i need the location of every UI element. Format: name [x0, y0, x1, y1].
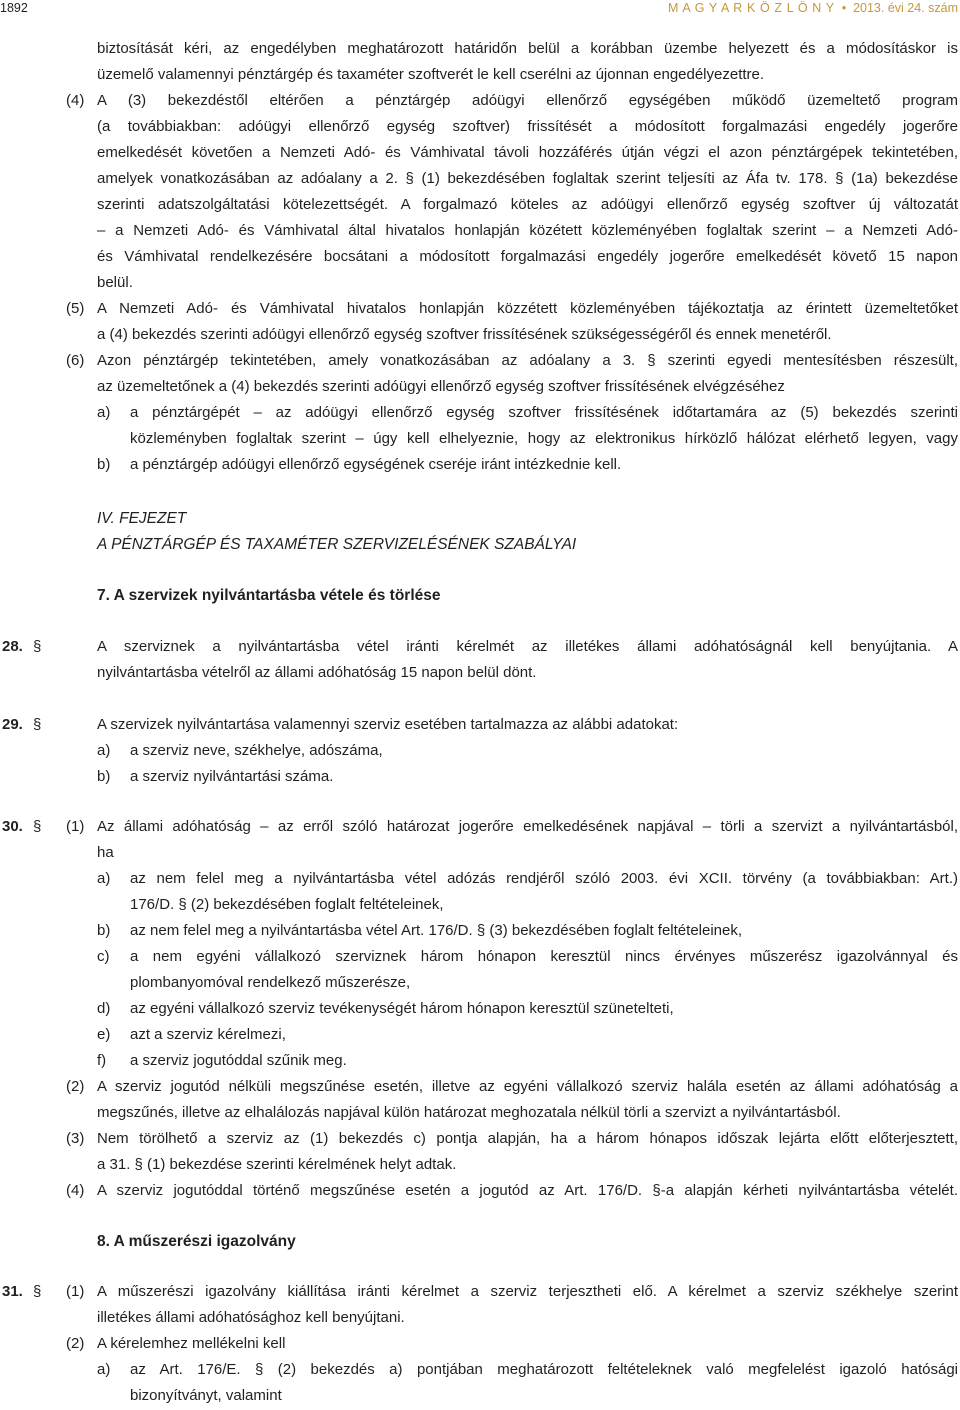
paragraph-label: (2) [66, 1078, 85, 1095]
item-label: a) [97, 870, 111, 887]
text-line [0, 192, 960, 218]
item-label: e) [97, 1026, 111, 1043]
item-label: c) [97, 948, 110, 965]
item-label: b) [97, 768, 111, 785]
line-text: A Nemzeti Adó- és Vámhivatal hivatalos honlapján közzétett közleményében tájékoztatja az érintett üzemeltetőket [97, 300, 958, 317]
chapter-title-line [0, 532, 960, 558]
line-text: megszűnés, illetve az elhalálozás napjával külön határozat meghozatala nélkül törli a szervizt a nyilvántartásból. [97, 1104, 841, 1121]
item-label: b) [97, 456, 111, 473]
running-head [668, 0, 958, 16]
list-item [0, 1022, 960, 1048]
paragraph-label: (1) [66, 1283, 85, 1300]
line-text: és Vámhivatal rendelkezésére bocsátani a módosított forgalmazási engedély jogerőre emelkedését követő 15 napon [97, 248, 958, 265]
line-text: a 31. § (1) bekezdése szerinti kérelmének helyt adtak. [97, 1156, 457, 1173]
line-text: a (4) bekezdés szerinti adóügyi ellenőrző egység szoftver frissítésének szükségességéről és ennek menetéről. [97, 326, 832, 343]
chapter-title: A PÉNZTÁRGÉP ÉS TAXAMÉTER SZERVIZELÉSÉNEK SZABÁLYAI [97, 536, 577, 553]
line-text: az Art. 176/E. § (2) bekezdés a) pontjában meghatározott feltételeknek való megfelelést igazoló hatósági [130, 1361, 958, 1378]
paragraph-label: (1) [66, 818, 85, 835]
line-text: bizonyítványt, valamint [130, 1387, 282, 1404]
line-text: – a Nemzeti Adó- és Vámhivatal által hivatalos honlapján közétett közleményében foglaltak szerint – a Nemzeti Adó- [97, 222, 958, 239]
line-text: az egyéni vállalkozó szerviz tevékenységét három hónapon keresztül szünetelteti, [130, 1000, 674, 1017]
item-label: b) [97, 922, 111, 939]
line-text: A szerviz jogutóddal történő megszűnése esetén a jogutód az Art. 176/D. §-a alapján kérheti nyilvántartásba vételét. [97, 1182, 958, 1199]
line-text: az nem felel meg a nyilvántartásba vétel adózás rendjéről szóló 2003. évi XCII. törvény (a továbbiakban: Art.) [130, 870, 958, 887]
article-29 [0, 712, 960, 790]
item-label: a) [97, 742, 111, 759]
article-number: 31. [2, 1283, 23, 1300]
line-text: 176/D. § (2) bekezdésében foglalt feltételeinek, [130, 896, 444, 913]
item-label: a) [97, 1361, 111, 1378]
line-text: A kérelemhez mellékelni kell [97, 1335, 286, 1352]
text-line [0, 244, 960, 270]
text-line [0, 1074, 960, 1100]
text-line [0, 374, 960, 400]
text-line [0, 218, 960, 244]
line-text: a nem egyéni vállalkozó szerviznek három hónapon keresztül nincs érvényes műszerész igazolvánnyal és [130, 948, 958, 965]
issue-label: 2013. évi 24. szám [853, 1, 958, 15]
text-line [0, 348, 960, 374]
list-item [0, 1048, 960, 1074]
line-text: a pénztárgép adóügyi ellenőrző egységének cseréje iránt intézkednie kell. [130, 456, 622, 473]
text-line [0, 1126, 960, 1152]
text-line [0, 814, 960, 840]
text-line [0, 140, 960, 166]
list-item [0, 452, 960, 478]
item-label: a) [97, 404, 111, 421]
line-text: ha [97, 844, 114, 861]
line-text: szerinti adatszolgáltatási kötelezettségét. A forgalmazó köteles az adóügyi ellenőrző egység szoftver új változatát [97, 196, 958, 213]
article-30 [0, 814, 960, 1204]
line-text: a szerviz neve, székhelye, adószáma, [130, 742, 383, 759]
text-line [0, 296, 960, 322]
text-line [0, 88, 960, 114]
text-line [0, 36, 960, 62]
line-text: (a továbbiakban: adóügyi ellenőrző egység szoftver) frissítését a módosított forgalmazási engedély jogerőre [97, 118, 958, 135]
page-body [0, 36, 960, 1409]
line-text: belül. [97, 274, 133, 291]
text-line [0, 1178, 960, 1204]
text-line [0, 1305, 960, 1331]
line-text: nyilvántartásba vételről az állami adóhatóság 15 napon belül dönt. [97, 664, 537, 681]
text-line [0, 1383, 960, 1409]
article-31 [0, 1279, 960, 1409]
text-line [0, 712, 960, 738]
text-line [0, 1152, 960, 1178]
text-line [0, 660, 960, 686]
article-number: 29. [2, 716, 23, 733]
paragraph-4 [0, 88, 960, 296]
line-text: üzemelő valamennyi pénztárgép és taxaméter szoftverét le kell cserélni az újonnan engedélyezettre. [97, 66, 765, 83]
section-sign: § [33, 716, 42, 733]
line-text: amelyek vonatkozásában az adóalany a 2. § (1) bekezdésében foglaltak szerint teljesíti az Áfa tv. 178. § (1a) bekezdése [97, 170, 958, 187]
line-text: biztosítását kéri, az engedélyben meghatározott határidőn belül a korábban üzembe helyezett és a módosításkor is [97, 40, 958, 57]
page-number: 1892 [0, 1, 28, 15]
line-text: közleményben foglaltak szerint – úgy kell elhelyeznie, hogy az elektronikus hírközlő hálózat elérhető legyen, vagy [130, 430, 958, 447]
text-line [0, 62, 960, 88]
article-28 [0, 634, 960, 686]
heading-line [0, 1229, 960, 1255]
chapter-number: IV. FEJEZET [97, 510, 187, 527]
line-text: a szerviz nyilvántartási száma. [130, 768, 334, 785]
chapter-heading [0, 506, 960, 558]
line-text: illetékes állami adóhatósághoz kell benyújtani. [97, 1309, 405, 1326]
text-line [0, 634, 960, 660]
journal-title: M A G Y A R K Ö Z L Ö N Y [668, 1, 835, 15]
paragraph-label: (4) [66, 92, 85, 109]
item-label: f) [97, 1052, 107, 1069]
heading-line [0, 583, 960, 609]
text-line [0, 270, 960, 296]
line-text: A szervizek nyilvántartása valamennyi szerviz esetében tartalmazza az alábbi adatokat: [97, 716, 679, 733]
list-item [0, 866, 960, 892]
chapter-number-line [0, 506, 960, 532]
section-heading-8 [0, 1229, 960, 1255]
line-text: a pénztárgépét – az adóügyi ellenőrző egység szoftver frissítésének időtartamára az (5) bekezdés szerinti [130, 404, 958, 421]
line-text: Nem törölhető a szerviz az (1) bekezdés c) pontja alapján, ha a három hónapos időszak lejárta előtt előterjesztett, [97, 1130, 958, 1147]
text-line [0, 322, 960, 348]
list-item [0, 918, 960, 944]
text-line [0, 970, 960, 996]
article-number: 30. [2, 818, 23, 835]
line-text: azt a szerviz kérelmezi, [130, 1026, 286, 1043]
line-text: A műszerészi igazolvány kiállítása iránti kérelmet a szerviz terjesztheti elő. A kérelmet a szerviz székhelye szerint [97, 1283, 958, 1300]
text-line [0, 840, 960, 866]
page-header [0, 0, 960, 18]
text-line [0, 1279, 960, 1305]
paragraph-label: (3) [66, 1130, 85, 1147]
section-title: 7. A szervizek nyilvántartásba vétele és törlése [97, 587, 441, 604]
line-text: Az állami adóhatóság – az erről szóló határozat jogerőre emelkedésének napjával – törli a szervizt a nyilvántartásból, [97, 818, 958, 835]
list-item [0, 764, 960, 790]
list-item [0, 400, 960, 426]
text-line [0, 1100, 960, 1126]
text-line [0, 114, 960, 140]
line-text: Azon pénztárgép tekintetében, amely vonatkozásában az adóalany a 3. § szerinti egyedi mentesítésben részesült, [97, 352, 958, 369]
section-sign: § [33, 1283, 42, 1300]
section-heading-7 [0, 583, 960, 609]
separator-bullet: • [841, 1, 847, 15]
article-number: 28. [2, 638, 23, 655]
paragraph-label: (5) [66, 300, 85, 317]
paragraph-label: (4) [66, 1182, 85, 1199]
line-text: plombanyomóval rendelkező műszerésze, [130, 974, 411, 991]
paragraph-label: (6) [66, 352, 85, 369]
paragraph-5 [0, 296, 960, 348]
text-line [0, 1331, 960, 1357]
section-title: 8. A műszerészi igazolvány [97, 1233, 296, 1250]
line-text: az nem felel meg a nyilvántartásba vétel Art. 176/D. § (3) bekezdésében foglalt feltételeinek, [130, 922, 743, 939]
line-text: A szerviz jogutód nélküli megszűnése esetén, illetve az egyéni vállalkozó szerviz halála esetén az állami adóhatóság a [97, 1078, 958, 1095]
paragraph-6 [0, 348, 960, 478]
line-text: A szerviznek a nyilvántartásba vétel iránti kérelmét az illetékes állami adóhatóságnál kell benyújtania. A [97, 638, 958, 655]
line-text: emelkedését követően a Nemzeti Adó- és Vámhivatal távoli hozzáférés útján végzi el azon pénztárgépek tekintetében, [97, 144, 958, 161]
text-line [0, 892, 960, 918]
text-line [0, 426, 960, 452]
list-item [0, 996, 960, 1022]
list-item [0, 1357, 960, 1383]
item-label: d) [97, 1000, 111, 1017]
line-text: a szerviz jogutóddal szűnik meg. [130, 1052, 347, 1069]
list-item [0, 738, 960, 764]
text-line [0, 166, 960, 192]
intro-paragraph [0, 36, 960, 88]
section-sign: § [33, 638, 42, 655]
line-text: A (3) bekezdéstől eltérően a pénztárgép adóügyi ellenőrző egységében működő üzemeltető program [97, 92, 958, 109]
section-sign: § [33, 818, 42, 835]
paragraph-label: (2) [66, 1335, 85, 1352]
line-text: az üzemeltetőnek a (4) bekezdés szerinti adóügyi ellenőrző egység szoftver frissítésének elvégzéséhez [97, 378, 785, 395]
list-item [0, 944, 960, 970]
